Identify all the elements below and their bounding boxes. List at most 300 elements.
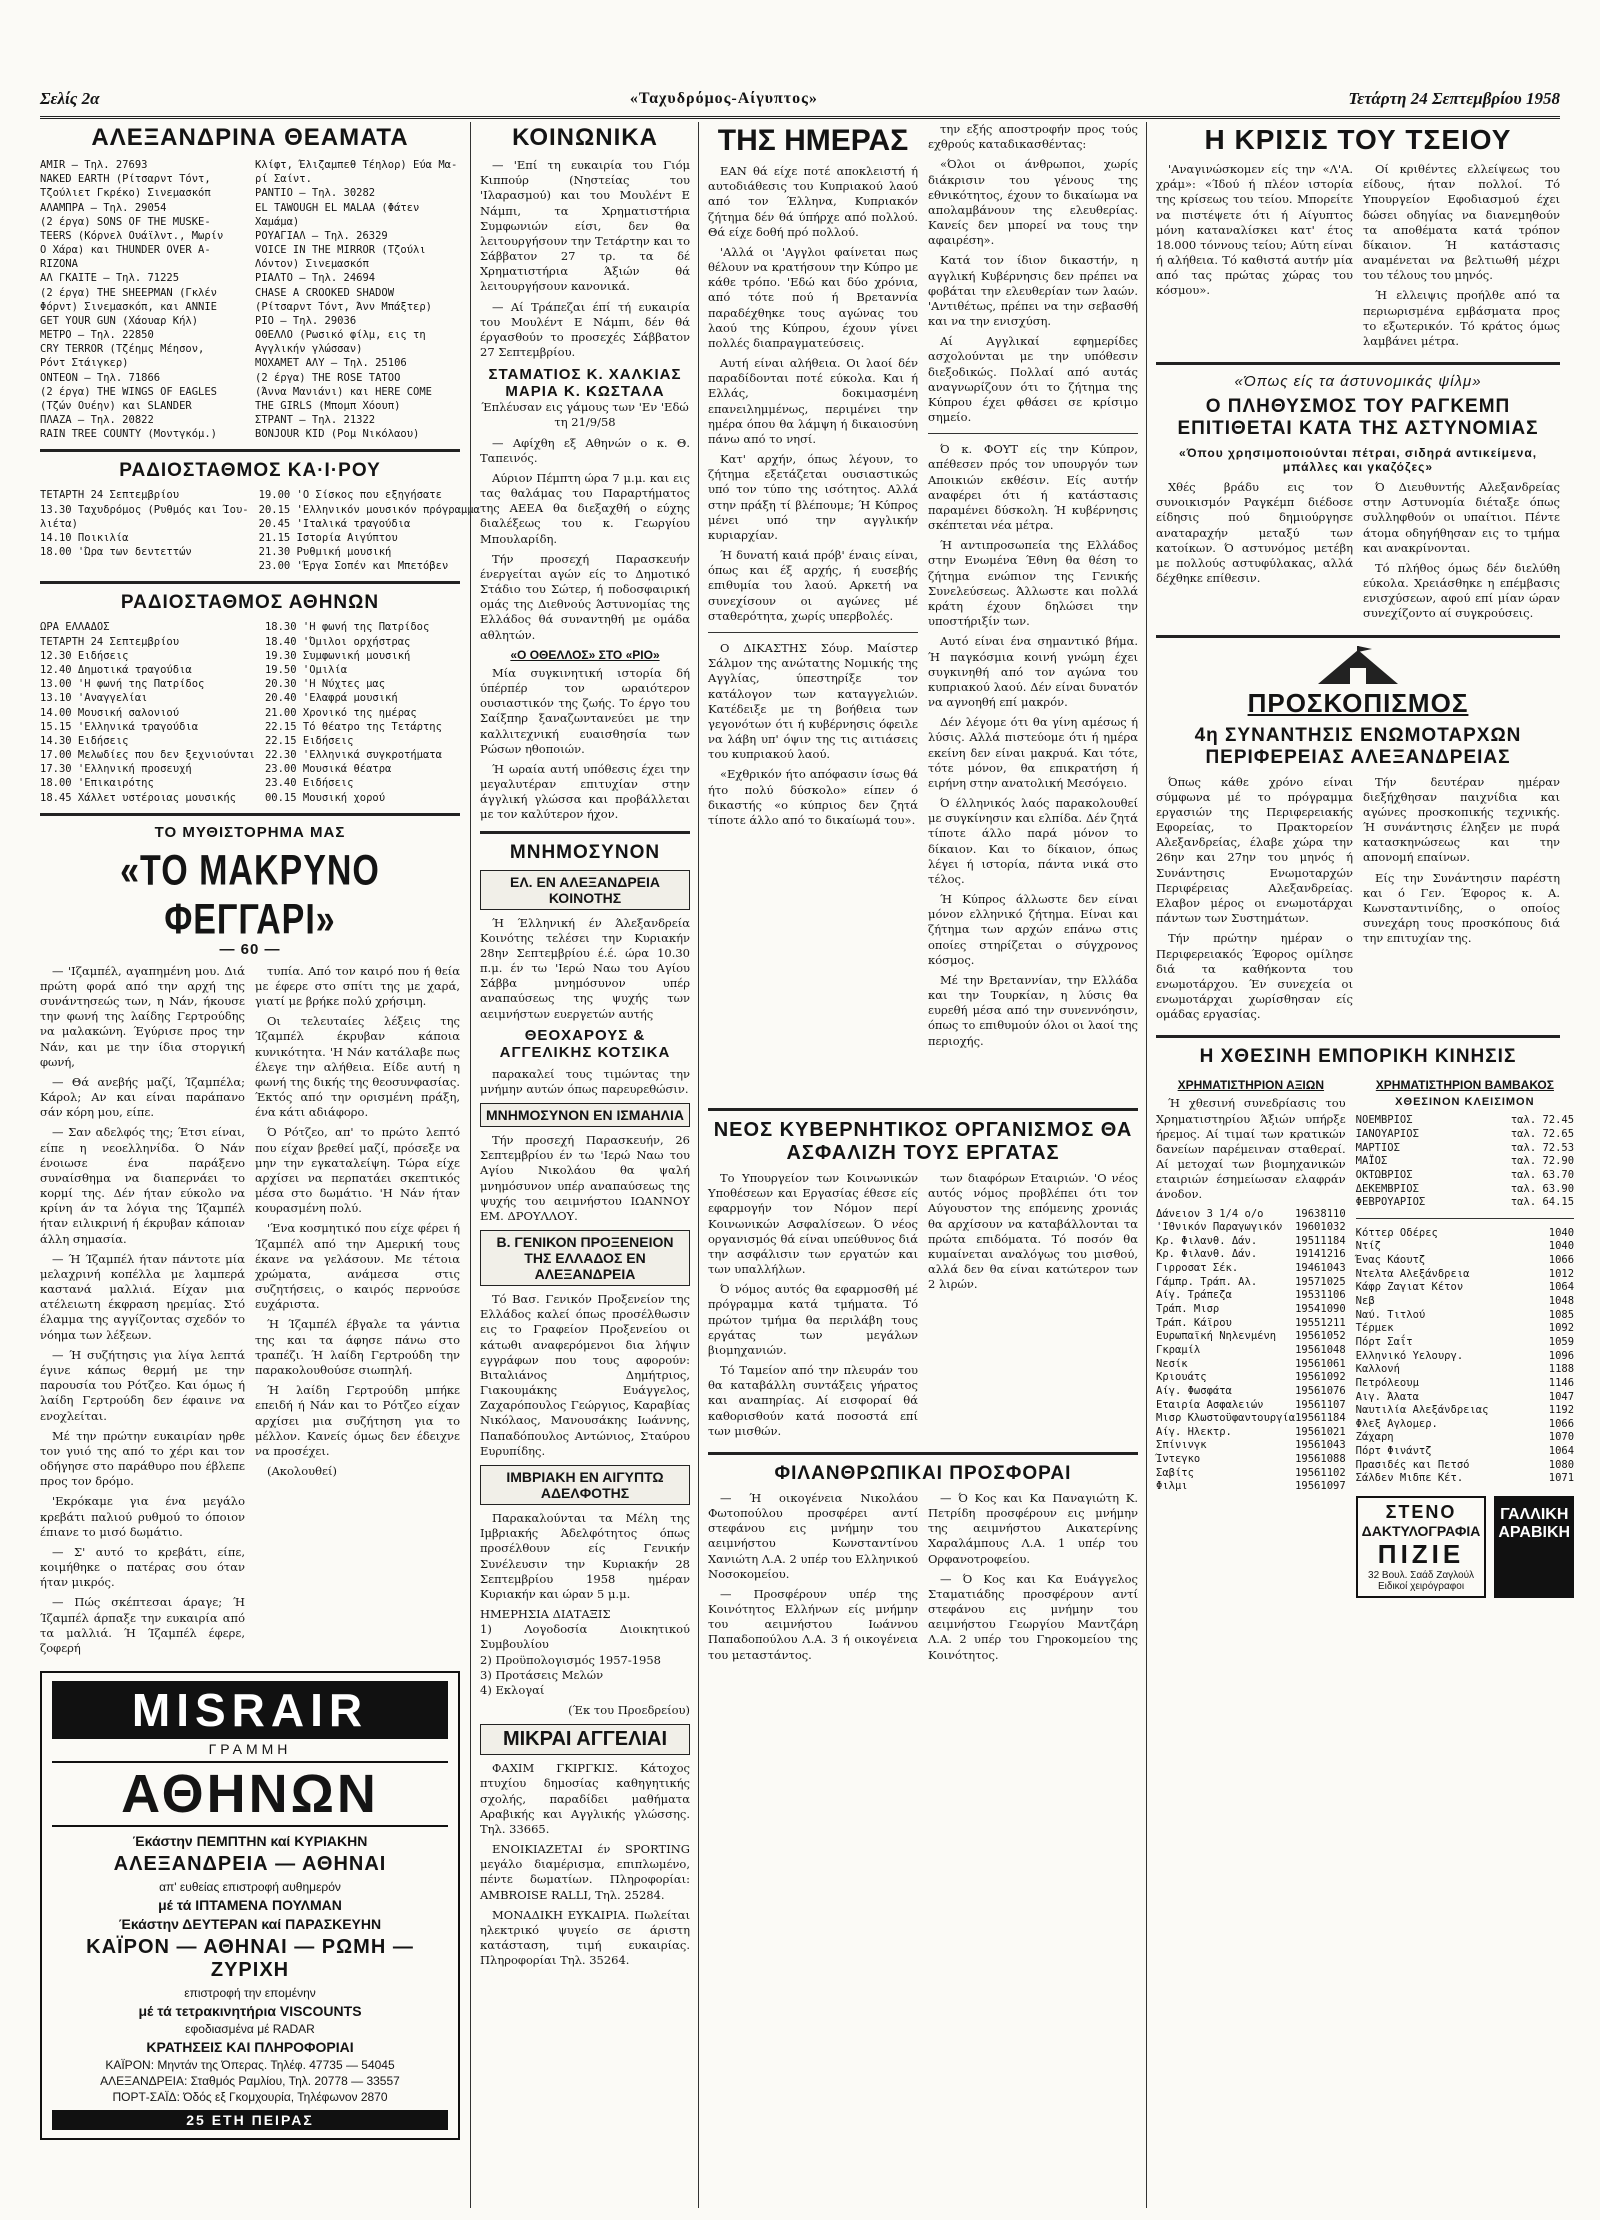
- novel-paragraph: Οι τελευταίες λέξεις της Ίζαμπέλ έκρυβαν κάποια κυνικότητα. 'Η Νάν κατάλαβε πως έλεγε την αλήθεια. Είδε αυτή η φωνή της δικής της θεοσυνφασίας. Έκτός από την ορισμένη πράξη, ένα κάτι αδιάφορο.: [255, 1014, 460, 1120]
- stocks-table: [1156, 1208, 1346, 1494]
- radio-line: 22.30 'Ελληνικά συγκροτήματα: [264, 749, 442, 762]
- table-row: [1156, 1439, 1346, 1453]
- memorial-text: παρακαλεί τους τιμώντας την μνήμην αυτών όπως παρευρεθώσιν.: [480, 1066, 690, 1096]
- table-cell: ΦΕΒΡΟΥΑΡΙΟΣ: [1355, 1196, 1426, 1209]
- table-row: [1356, 1350, 1574, 1364]
- insurance-body: [708, 1171, 1138, 1444]
- cinema-line: Ο Χάρα) και THUNDER OVER A-: [40, 244, 211, 257]
- cinema-line: THE GIRLS (Μπομπ Χόουπ): [255, 399, 401, 412]
- social-paragraph: Μία συγκινητική ιστορία δή ύπέρπέρ τον ωραιότερον ουσιαστικόν της ζωής. Το έργο του Σαίξπηρ ξαναζωντανεύει με την καλλιτεχνική ευαισθησία των Ρώσων ηθοποιών.: [480, 665, 690, 756]
- insurance-paragraph: Ό νόμος αυτός θα εφαρμοσθή μέ πρόγραμμα κατά τμήματα. Τό πρώτον τμήμα θα περιλάβη τους εργάτας των μεγάλων βιομηχανιών.: [708, 1282, 918, 1357]
- table-row: [1356, 1309, 1574, 1323]
- table-row: [1356, 1404, 1574, 1418]
- radio-athens-heading: ΡΑΔΙΟΣΤΑΘΜΟΣ ΑΘΗΝΩΝ: [120, 592, 380, 614]
- table-cell: Τράπ. Μισρ: [1156, 1303, 1220, 1316]
- novel-episode: — 60 —: [219, 940, 281, 958]
- table-cell: 1096: [1548, 1349, 1575, 1362]
- riot-kicker: «Όπως είς τα άστυνομικάς ψίλμ»: [1234, 373, 1482, 391]
- cinema-list-a: [40, 158, 245, 441]
- riot-column-a: [1156, 480, 1353, 627]
- cinema-line: ΡΙΟ — Τηλ. 29036: [255, 314, 357, 327]
- radio-line: 18.30 'Η φωνή της Πατρίδος: [264, 621, 430, 634]
- radio-line: 21.00 Χρονικό της ημέρας: [264, 706, 417, 719]
- steno-title: ΣΤΕΝΟ: [1385, 1502, 1457, 1523]
- table-cell: ΜΑΪΟΣ: [1355, 1155, 1388, 1168]
- cinema-line: ρί Σαίντ.: [255, 173, 312, 186]
- table-cell: Πόρτ Φινάντζ: [1355, 1445, 1432, 1458]
- novel-paragraph: Μέ την πρώτην ευκαιρίαν ηρθε τον γυιό της από το χέρι και τον οδήγησε στο παράθυρο που έβλεπε προς τον δρόμο.: [40, 1428, 245, 1489]
- table-row: [1156, 1235, 1346, 1249]
- table-cell: 1025: [1320, 1275, 1346, 1288]
- table-cell: 1956: [1295, 1384, 1321, 1397]
- insurance-story: [708, 1100, 1138, 1668]
- table-cell: Σάλδεν Μιδπε Κέτ.: [1355, 1472, 1464, 1485]
- radio-line: 21.30 Ρυθμική μουσική: [258, 546, 392, 559]
- engagement-name: ΣΤΑΜΑΤΙΟΣ Κ. ΧΑΛΚΙΑΣ: [488, 366, 682, 384]
- ad-city: ΑΘΗΝΩΝ: [52, 1761, 448, 1827]
- radio-line: 20.30 'Η Νύχτες μας: [264, 678, 386, 691]
- ad-line: εφοδιασμένα μέ RADAR: [185, 2022, 315, 2037]
- market-body: [1156, 1074, 1575, 1598]
- ad-line: ΑΛΕΞΑΝΔΡΕΙΑ — ΑΘΗΝΑΙ: [113, 1853, 387, 1876]
- table-cell: Πετρόλεουμ: [1355, 1376, 1419, 1389]
- table-cell: 1048: [1548, 1295, 1575, 1308]
- shares-table: [1356, 1227, 1574, 1486]
- novel-kicker: ΤΟ ΜΥΘΙΣΤΟΡΗΜΑ ΜΑΣ: [154, 823, 346, 841]
- ad-line: ΚΡΑΤΗΣΕΙΣ ΚΑΙ ΠΛΗΡΟΦΟΡΙΑΙ: [146, 2039, 354, 2056]
- radio-line: 18.00 'Επικαιρότης: [40, 777, 154, 790]
- radio-line: 14.30 Ειδήσεις: [40, 734, 129, 747]
- table-cell: Πόρτ Σαΐτ: [1355, 1335, 1413, 1348]
- riot-body: [1156, 480, 1560, 627]
- charity-column-a: [708, 1491, 918, 1668]
- table-cell: 1043: [1320, 1262, 1346, 1275]
- table-cell: 1951: [1295, 1234, 1321, 1247]
- memorial-title: ΜΝΗΜΟΣΥΝΟΝ ΕΝ ΙΣΜΑΗΛΙΑ: [480, 1103, 690, 1127]
- cinema-line: VOICE IN THE MIRROR (Τζούλι: [255, 244, 426, 257]
- table-cell: 1106: [1320, 1289, 1346, 1302]
- table-cell: 1070: [1548, 1431, 1575, 1444]
- radio-cairo-heading: ΡΑΔΙΟΣΤΑΘΜΟΣ ΚΑ·Ι·ΡΟΥ: [119, 460, 381, 482]
- table-row: [1356, 1169, 1574, 1183]
- consulate-title: Β. ΓΕΝΙΚΟΝ ΠΡΟΞΕΝΕΙΟΝ ΤΗΣ ΕΛΛΑΔΟΣ ΕΝ ΑΛΕΞΑΝΔΡΕΙΑ: [480, 1230, 690, 1286]
- table-cell: Ναυτιλία Αλεξάνδρειας: [1355, 1404, 1489, 1417]
- table-row: [1356, 1240, 1574, 1254]
- table-cell: 1064: [1548, 1281, 1575, 1294]
- engagement-name: ΜΑΡΙΑ Κ. ΚΩΣΤΑΛΑ: [505, 383, 665, 401]
- cinema-line: ΟΘΕΛΛΟ (Ρωσικό φίλμ, εις τη: [255, 329, 426, 342]
- radio-athens-list-b: [265, 620, 460, 804]
- table-cell: Νεσίκ: [1156, 1357, 1188, 1370]
- market-heading: Η ΧΘΕΣΙΝΗ ΕΜΠΟΡΙΚΗ ΚΙΝΗΣΙΣ: [1199, 1046, 1517, 1068]
- table-row: [1156, 1480, 1346, 1494]
- cotton-subheading: ΧΘΕΣΙΝΟΝ ΚΛΕΙΣΙΜΟΝ: [1395, 1096, 1535, 1109]
- table-row: [1156, 1330, 1346, 1344]
- column-theatres: [40, 122, 480, 2208]
- novel-text: [40, 964, 460, 1661]
- table-cell: 1955: [1295, 1316, 1321, 1329]
- table-row: [1356, 1459, 1574, 1473]
- table-cell: 1092: [1320, 1371, 1346, 1384]
- table-cell: Νεβ: [1355, 1295, 1375, 1308]
- radio-line: 15.15 'Ελληνικά τραγούδια: [40, 720, 199, 733]
- cinema-line: AMIR — Τηλ. 27693: [40, 159, 148, 171]
- table-cell: 1021: [1320, 1425, 1346, 1438]
- table-cell: Ναύ. Τιτλού: [1355, 1308, 1426, 1321]
- novel-paragraph: — Πώς σκέπτεσαι άραγε; Ή Ίζαμπέλ άρπαξε την ευκαιρία από τα μαλλιά. Ή Ίζαμπέλ έφερε, ζοφερή: [40, 1595, 245, 1655]
- social-paragraph: — 'Επί τη ευκαιρία του Γιόμ Κιππούρ (Νηστείας του 'Ιλαρασμού) και του Μουλέντ Ε Νάμπι, τα Χρηματιστήρια Συμφωνιών είσι, δεν θα λειτουργήσουν την Τετάρτην και το Σάββατον 27 τρ. τα δέ Χρηματιστήρια Άξιών θά λειτουργήσουν κανονικά.: [480, 158, 690, 294]
- table-cell: 1043: [1320, 1439, 1346, 1452]
- table-cell: 1097: [1320, 1480, 1346, 1493]
- scouting-column-a: [1156, 775, 1353, 1028]
- radio-line: 20.15 'Ελληνικόν μουσικόν πρόγραμμα: [258, 503, 480, 516]
- table-cell: ταλ. 64.15: [1510, 1196, 1575, 1209]
- radio-line: 14.00 Μουσική σαλονιού: [40, 706, 180, 719]
- table-cell: Γκραμίλ: [1156, 1343, 1201, 1356]
- table-row: [1356, 1268, 1574, 1282]
- riot-paragraph: Ό Διευθυντής Αλεξανδρείας στην Αστυνομία διέταξε όπως συλληφθούν οι υπαίτιοι. Πέντε άτομα οδηγήθησαν εις το τμήμα και ανακρίνονται.: [1363, 480, 1560, 555]
- stocks-column: [1156, 1074, 1346, 1598]
- radio-line: 13.10 'Αναγγελίαι: [40, 692, 148, 705]
- novel-paragraph: 'Εκρόκαμε για ένα μεγάλο κρεβάτι παλιού ρυθμού το όποιον έπιανε το μισό δωμάτιο.: [40, 1494, 245, 1539]
- table-cell: 1090: [1320, 1303, 1346, 1316]
- table-cell: 1080: [1548, 1458, 1575, 1471]
- table-cell: ΝΟΕΜΒΡΙΟΣ: [1355, 1114, 1413, 1127]
- table-cell: 1071: [1548, 1472, 1575, 1485]
- table-cell: 1052: [1320, 1330, 1346, 1343]
- table-cell: 1956: [1295, 1453, 1321, 1466]
- table-row: [1356, 1281, 1574, 1295]
- table-cell: 1956: [1295, 1330, 1321, 1343]
- day-paragraph: Αί Αγγλικαί εφημερίδες ασχολούνται με την υπόθεσιν διεξοδικώς. Πολλαί από αυτάς αναγνωρίζουν ότι το ζήτημα της Κύπρου έχει φθάσει σε κρίσιμο σημείο.: [928, 334, 1138, 425]
- radio-line: 22.15 Τό θέατρο της Τετάρτης: [264, 720, 442, 733]
- radio-line: λιέτα): [40, 517, 78, 530]
- table-cell: 1102: [1320, 1466, 1346, 1479]
- table-cell: 1184: [1320, 1234, 1346, 1247]
- novel-paragraph: (Ακολουθεί): [267, 1464, 337, 1479]
- radio-line: 20.45 'Ιταλικά τραγούδια: [258, 517, 411, 530]
- column-social: [480, 122, 690, 2208]
- ad-line: Έκάστην ΔΕΥΤΕΡΑΝ καί ΠΑΡΑΣΚΕΥΗΝ: [118, 1916, 382, 1933]
- table-cell: Πρασιδές και Πετσό: [1355, 1458, 1470, 1471]
- cinema-line: (Ρίτσαρντ Τόντ, Άνν Μπάξτερ): [255, 300, 433, 313]
- novel-paragraph: — Ή Ίζαμπέλ ήταν πάντοτε μία μελαχρινή κοπέλλα με λαμπερά καστανά μαλλιά. Είχαν μια ατέλειωτη έκφραση ηρεμίας. Στό έλαμμα της αγγίζοντας σχεδόν το νόημα των λέξεων.: [40, 1251, 245, 1342]
- riot-column-b: [1363, 480, 1560, 627]
- riot-paragraph: Χθές βράδυ εις τον συνοικισμόν Ραγκέμπ διέδοσε είδησις πού δημιούργησε αναταραχήν μεταξύ των κατοίκων. Ό αστυνόμος μετέβη με πολλούς αστυφύλακας, αλλά δέχθηκε επίθεσιν.: [1156, 480, 1353, 586]
- social-heading: ΚΟΙΝΩΝΙΚΑ: [512, 124, 658, 151]
- table-cell: ΔΕΚΕΜΒΡΙΟΣ: [1355, 1182, 1419, 1195]
- day-paragraph: Μέ την Βρεταννίαν, την Ελλάδα και την Τουρκίαν, η λύσις θα ευρεθή μέσα από την συνεννόησιν, όπως το επιθυμούν όλοι οι λαοί της περιοχής.: [928, 972, 1138, 1048]
- table-cell: ΜΑΡΤΙΟΣ: [1355, 1141, 1400, 1154]
- table-cell: Τράπ. Κάϊρου: [1156, 1316, 1232, 1329]
- cinema-line: TEERS (Κόρνελ Ουάϊλντ., Μωρίν: [40, 229, 224, 242]
- othello-heading: «Ο ΟΘΕΛΛΟΣ» ΣΤΟ «ΡΙΟ»: [510, 647, 660, 662]
- table-cell: Καλλονή: [1355, 1363, 1400, 1376]
- languages-box: [1494, 1496, 1574, 1598]
- day-heading: ΤΗΣ ΗΜΕΡΑΣ: [717, 124, 909, 157]
- table-row: [1156, 1248, 1346, 1262]
- table-cell: Αίγ. Φωσφάτα: [1156, 1384, 1232, 1397]
- cinema-listings: [40, 158, 460, 441]
- tea-body: [1156, 162, 1560, 354]
- table-cell: ταλ. 72.65: [1510, 1128, 1575, 1140]
- social-paragraph: — Αί Τράπεζαι έπί τή ευκαιρία του Μουλέντ Ε Νάμπι, δέν θά έργασθούν το προσεχές Σάββατον 27 Σεπτεμβρίου.: [480, 299, 690, 360]
- table-cell: Αίγ. Τράπεζα: [1156, 1289, 1232, 1302]
- cinema-line: ΑΛ ΓΚΑΙΤΕ — Τηλ. 71225: [40, 272, 180, 285]
- engagement-note: Έπλέυσαν εις γάμους των 'Εν 'Εδώ τη 21/9/58: [481, 400, 689, 430]
- masthead: [40, 82, 1560, 119]
- table-cell: 1012: [1548, 1267, 1575, 1280]
- table-cell: ΙΑΝΟΥΑΡΙΟΣ: [1355, 1128, 1419, 1140]
- radio-line: 12.40 Δημοτικά τραγούδια: [40, 663, 192, 676]
- table-cell: 1956: [1295, 1480, 1321, 1493]
- language-arabic: ΑΡΑΒΙΚΗ: [1498, 1524, 1571, 1542]
- riot-headline: Ο ΠΛΗΘΥΣΜΟΣ ΤΟΥ ΡΑΓΚΕΜΠ ΕΠΙΤΙΘΕΤΑΙ ΚΑΤΑ ΤΗΣ ΑΣΤΥΝΟΜΙΑΣ: [1177, 396, 1539, 440]
- radio-line: 00.15 Μουσική χορού: [264, 791, 386, 804]
- ad-years: 25 ΕΤΗ ΠΕΙΡΑΣ: [52, 2110, 448, 2130]
- cinema-line: NAKED EARTH (Ρίτσαρντ Τόντ,: [40, 173, 211, 186]
- cinema-line: (2 έργα) THE WINGS OF EAGLES: [40, 385, 218, 398]
- table-cell: 1064: [1548, 1445, 1575, 1458]
- day-paragraph: Ό έλληνικός λαός παρακολουθεί με συγκίνησιν και ελπίδα. Δέν ζητά τίποτε άλλο παρά μόνον το δίκαιον. Και το δίκαιον, όπως λέγει ή ιστορία, πάντα νικά στο τέλος.: [928, 796, 1138, 886]
- novel-paragraph: Ή λαίδη Γερτρούδη μπήκε επειδή ή Νάν και το Ρότζεο είχαν αρχίσει μια συζήτηση για το μέλλον. Κανείς όμως δεν έδειχνε να προσέχει.: [255, 1383, 460, 1458]
- table-row: [1156, 1358, 1346, 1372]
- novel-column-b: [255, 964, 460, 1661]
- cinema-list-b: [255, 158, 460, 441]
- radio-athens-list-a: [40, 620, 255, 804]
- table-cell: Γιρροσατ Σέκ.: [1156, 1262, 1239, 1275]
- table-row: [1356, 1391, 1574, 1405]
- charity-paragraph: — Προσφέρουν υπέρ της Κοινότητος Ελλήνων είς μνήμην του αειμνήστου Ιωάννου Παπαδοπούλου Λ.Α. 3 ή οικογένεια του μεταστάντος.: [708, 1586, 918, 1662]
- radio-line: 23.00 'Έργα Σοπέν και Μπετόβεν: [258, 560, 449, 573]
- scouting-subheading: 4η ΣΥΝΑΝΤΗΣΙΣ ΕΝΩΜΟΤΑΡΧΩΝ ΠΕΡΙΦΕΡΕΙΑΣ ΑΛΕΞΑΝΔΡΕΙΑΣ: [1194, 724, 1522, 768]
- ad-line: απ' ευθείας επιστροφή αυθημερόν: [159, 1880, 341, 1895]
- day-paragraph: «Εχθρικόν ήτο απόφασιν ίσως θά ήτο πολύ δύσκολο» είπεν ό δικαστής «ο κύπριος δεν ζητά τίποτε άλλο από το δικαίωμά του».: [708, 767, 918, 827]
- table-cell: Κρ. Φιλανθ. Δάν.: [1156, 1234, 1258, 1247]
- charity-column-b: [928, 1491, 1138, 1668]
- imbros-text: Παρακαλούνται τα Μέλη της Ιμβριακής Άδελφότητος όπως προσέλθουν είς Γενικήν Συνέλευσιν την Κυριακήν 28 Σεπτεμβρίου 1958 ημέραν Κυριακήν και ώραν 5 μ.μ.: [480, 1511, 690, 1601]
- radio-line: 23.00 Μουσικά θέατρα: [264, 763, 392, 776]
- table-cell: Κριουάτς: [1156, 1371, 1207, 1384]
- day-paragraph: ΕΑΝ θά είχε ποτέ αποκλειστή ή αυτοδιάθεσις του Κυπριακού λαού από τον Έλληνα, Κυπριακόν ζήτημα δέν θά ύπήρχε από πολλού. Θά είχε δοθή πρό πολλού.: [708, 164, 918, 239]
- table-row: [1156, 1426, 1346, 1440]
- radio-athens-listings: [40, 620, 460, 804]
- steno-name: ΠΙΖΙΕ: [1377, 1539, 1465, 1570]
- table-cell: 1953: [1295, 1289, 1321, 1302]
- table-row: [1356, 1196, 1574, 1210]
- table-row: [1356, 1472, 1574, 1486]
- social-paragraph: — Αφίχθη εξ Αθηνών ο κ. Θ. Ταπεινός.: [480, 435, 690, 465]
- table-row: [1356, 1254, 1574, 1268]
- page-number: Σελίς 2α: [40, 89, 100, 108]
- table-cell: ΟΚΤΩΒΡΙΟΣ: [1355, 1168, 1413, 1181]
- imbros-title: ΙΜΒΡΙΑΚΗ ΕΝ ΑΙΓΥΠΤΩ ΑΔΕΛΦΟΤΗΣ: [480, 1465, 690, 1505]
- small-ads-heading: ΜΙΚΡΑΙ ΑΓΓΕΛΙΑΙ: [480, 1724, 690, 1755]
- steno-box: [1356, 1496, 1487, 1598]
- cinema-line: Κλίφτ, Έλιζαμπεθ Τέηλορ) Εύα Μα-: [255, 159, 458, 171]
- radio-line: 13.00 'Η φωνή της Πατρίδος: [40, 678, 205, 691]
- cinema-line: (2 έργα) THE ROSE TATOO: [255, 371, 401, 384]
- cinema-line: Χαμάμα): [255, 215, 300, 228]
- table-cell: 1076: [1320, 1384, 1346, 1397]
- scouting-column-b: [1363, 775, 1560, 1028]
- insurance-paragraph: Το Υπουργείον των Κοινωνικών Υποθέσεων και Εργασίας έθεσε είς εφαρμογήν τον Νόμον περί Κοινωνικών Ασφαλίσεων. Ό νέος οργανισμός θά είναι υπεύθυνος διά την ασφάλισιν των εργατών και των υπαλλήλων.: [708, 1171, 918, 1277]
- table-row: [1356, 1418, 1574, 1432]
- cinema-line: Ρόντ Στάιγκερ): [40, 357, 129, 370]
- radio-cairo-listings: [40, 488, 480, 573]
- table-row: [1156, 1399, 1346, 1413]
- table-cell: 1085: [1548, 1308, 1575, 1321]
- table-cell: 1211: [1320, 1316, 1346, 1329]
- riot-subhead: «Όπου χρησιμοποιούνται πέτραι, σιδηρά αντικείμενα, μπάλλες και γκαζόζες»: [1178, 446, 1538, 475]
- table-cell: Ντίζ: [1355, 1240, 1381, 1253]
- ad-line: μέ τά ΙΠΤΑΜΕΝΑ ΠΟΥΛΜΑΝ: [158, 1897, 342, 1914]
- table-cell: 1040: [1548, 1226, 1575, 1239]
- table-row: [1156, 1317, 1346, 1331]
- table-cell: 1107: [1320, 1398, 1346, 1411]
- radio-line: ΤΕΤΑΡΤΗ 24 Σεπτεμβρίου: [40, 635, 180, 648]
- radio-line: 19.30 Συμφωνική μουσική: [264, 649, 411, 662]
- table-row: [1356, 1431, 1574, 1445]
- table-row: [1156, 1385, 1346, 1399]
- social-paragraph: Ή ωραία αυτή υπόθεσις έχει την μεγαλυτέραν επιτυχίαν στην άγγλική γλώσσα και προβάλλεται με τον καλύτερον ήχον.: [480, 761, 690, 822]
- table-cell: 1963: [1295, 1207, 1321, 1220]
- cinema-line: Λόντον) Σινεμασκόπ: [255, 258, 369, 271]
- table-cell: Ίντεγκο: [1156, 1453, 1201, 1466]
- table-cell: 1960: [1295, 1221, 1321, 1234]
- table-cell: Τέρμεκ: [1355, 1322, 1394, 1335]
- table-cell: 1047: [1548, 1390, 1575, 1403]
- table-row: [1356, 1445, 1574, 1459]
- table-cell: 1216: [1320, 1248, 1346, 1261]
- day-paragraph: Δέν λέγομε ότι θα γίνη αμέσως ή λύσις. Αλλά πιστεύομε ότι ή ημέρα εκείνη δεν είναι μακρυά. Και τότε, τότε μόνον, θα επικρατήση ή ειρήνη στην ανατολική Μεσόγειο.: [928, 715, 1138, 790]
- memorial-text: Τήν προσεχή Παρασκευήν, 26 Σεπτεμβρίου έν τω 'Ιερώ Ναω του Αγίου Νικολάου θα ψαλή μνημόσυνον υπέρ αναπαύσεως της ψυχής του αειμνήστου ΙΩΑΝΝΟΥ ΕΜ. ΔΡΟΥΛΛΟΥ.: [480, 1133, 690, 1223]
- steno-note: Ειδικοί χειρόγραφοι: [1378, 1581, 1465, 1593]
- table-cell: Ελληνικό Υελουργ.: [1355, 1349, 1464, 1362]
- table-row: [1356, 1155, 1574, 1169]
- table-cell: 1192: [1548, 1404, 1575, 1417]
- table-cell: 1956: [1295, 1439, 1321, 1452]
- ad-line: ΑΛΕΞΑΝΔΡΕΙΑ: Σταθμός Ραμλίου, Τηλ. 20778 — 33557: [100, 2074, 400, 2089]
- novel-paragraph: — Ή συζήτησις για λίγα λεπτά έγινε κάπως θερμή με την παρουσία του Ρότζεο. Και όμως ή λαίδη Γερτρούδη δεν έφαινε να ενοχλείται.: [40, 1347, 245, 1423]
- cinema-line: GET YOUR GUN (Χάουαρ Κήλ): [40, 314, 199, 327]
- stocks-heading: ΧΡΗΜΑΤΙΣΤΗΡΙΟΝ ΑΞΙΩΝ: [1177, 1078, 1325, 1093]
- tea-paragraph: Ή ελλειψις προήλθε από τα περιωρισμένα εμβάσματα προς το εξωτερικόν. Τό κράτος όμως λαμβάνει μέτρα.: [1363, 288, 1560, 348]
- cinema-line: Αγγλικήν γλώσσαν): [255, 343, 363, 356]
- radio-line: 22.15 Ειδήσεις: [264, 734, 354, 747]
- novel-title: «ΤΟ ΜΑΚΡΥΝΟ ΦΕΓΓΑΡΙ»: [120, 846, 380, 943]
- insurance-column-b: [928, 1171, 1138, 1444]
- memorial-heading: ΜΝΗΜΟΣΥΝΟΝ: [509, 841, 661, 863]
- table-cell: 1184: [1320, 1412, 1346, 1425]
- table-cell: ταλ. 63.90: [1510, 1182, 1575, 1195]
- tea-paragraph: Οί κριθέντες ελλείψεως του είδους, ήταν πολλοί. Τό Υπουργείον Εφοδιασμού έχει δώσει οδηγίας να διανεμηθούν τα αποθέματα κατά τρόπον δίκαιον. Ή κατάστασις αναμένεται να βελτιωθή μέχρι του τέλους του μηνός.: [1363, 162, 1560, 283]
- insurance-column-a: [708, 1171, 918, 1444]
- memorial-text: Ή Έλληνική έν Άλεξανδρεία Κοινότης τελέσει την Κυριακήν 28ην Σεπτεμβρίου έ.έ. ώρα 10.30 π.μ. έν τω 'Ιερώ Ναω του Αγίου Σάββα μνημόσυνον υπέρ αναπαύσεως της ψυχής των αειμνήστων ευεργετών αυτής: [480, 915, 690, 1021]
- table-cell: 1956: [1295, 1398, 1321, 1411]
- day-paragraph: Ό κ. ΦΟΥΤ είς την Κύπρον, απέθεσεν πρός τον υπουργόν των Αποικιών εκθέσιν. Είς αυτήν αναφέρει ότι ή κατάστασις παραμένει δύσκολη. Ή κυβέρνησις σκέπτεται νέα μέτρα.: [928, 442, 1138, 533]
- table-cell: Γάμπρ. Τράπ. Αλ.: [1156, 1275, 1258, 1288]
- charity-body: [708, 1491, 1138, 1668]
- radio-line: ΩΡΑ ΕΛΛΑΔΟΣ: [40, 621, 110, 634]
- radio-cairo-list-a: [40, 488, 249, 573]
- cinema-line: Φόρντ) Σινεμασκόπ, και ANNIE: [40, 300, 218, 313]
- radio-line: 14.10 Ποικιλία: [40, 531, 129, 544]
- table-cell: 8110: [1320, 1207, 1346, 1220]
- language-french: ΓΑΛΛΙΚΗ: [1500, 1506, 1569, 1524]
- table-row: [1356, 1322, 1574, 1336]
- table-cell: 1956: [1295, 1343, 1321, 1356]
- table-cell: 1956: [1295, 1466, 1321, 1479]
- paper-name: «Ταχυδρόμος-Αίγυπτος»: [629, 90, 818, 107]
- cinema-line: CHASE A CROOKED SHADOW: [255, 286, 395, 299]
- day-paragraph: Κατ' αρχήν, όπως λέγουν, το ζήτημα εξετάζεται ουσιαστικώς υπό τον τύπο της ισότητος. Αλλά στην πράξη τί βλέπουμε; Ή Κύπρος μένει υπό την αγγλικήν κυριαρχίαν.: [708, 452, 918, 542]
- day-paragraph: Ή αντιπροσωπεία της Ελλάδος στην Ενωμένα Έθνη θα θέση το ζήτημα ενώπιον της Γενικής Συνελεύσεως. Άλλωστε και πολλά κράτη έχουν δηλώσει την υποστήριξίν των.: [928, 538, 1138, 629]
- misrair-ad: [40, 1671, 460, 2140]
- steno-ad: [1356, 1496, 1574, 1598]
- day-paragraph: 'Αλλά οι 'Αγγλοι φαίνεται πως θέλουν να κρατήσουν την Κύπρο με κάθε τρόπο. 'Εδώ και δύο χρόνια, από τότε πού ή Βρεταννία παραδέχθηκε τους αγώνας του λαού της Κύπρου, έχουν γίνει πολλές διαπραγματεύσεις.: [708, 244, 918, 350]
- table-cell: Φλεξ Αγλομερ.: [1355, 1417, 1438, 1430]
- radio-cairo-list-b: [259, 488, 480, 573]
- table-row: [1156, 1453, 1346, 1467]
- cinema-line: CRY TERROR (Τζέημς Μέησον,: [40, 343, 205, 356]
- day-paragraph: Ή Κύπρος άλλωστε δεν είναι μόνον ελληνικό ζήτημα. Είναι και ζήτημα των αρχών επάνω στις οποίες στηρίζεται ο σύγχρονος κόσμος.: [928, 892, 1138, 967]
- table-cell: 1059: [1548, 1335, 1575, 1348]
- day-paragraph: «Όλοι οι άνθρωποι, χωρίς διάκρισιν του γένους της εθνικότητος, έχουν το δικαίωμα να απολαμβάνουν της ελευθερίας. Κανείς δεν μπορεί να τους την αφαιρέση».: [928, 157, 1138, 248]
- cinema-line: ΡΟΥΑΓΙΑΛ — Τηλ. 26329: [255, 229, 388, 242]
- table-cell: 1956: [1295, 1371, 1321, 1384]
- cinema-line: ΜΕΤΡΟ — Τηλ. 22850: [40, 329, 154, 342]
- radio-line: 21.15 Ιστορία Αιγύπτου: [258, 531, 398, 544]
- cinema-line: ΜΟΧΑΜΕΤ ΑΛΥ — Τηλ. 25106: [255, 357, 407, 370]
- table-cell: Ντελτα Αλεξάνδρεια: [1355, 1267, 1470, 1280]
- novel-paragraph: — Σ' αυτό το κρεβάτι, είπε, κοιμήθηκε ο πατέρας σου όταν ήταν μικρός.: [40, 1544, 245, 1590]
- table-row: [1356, 1142, 1574, 1156]
- scouting-paragraph: Είς την Συνάντησιν παρέστη και ό Γεν. Έφορος κ. Α. Κωνσταντινίδης, ο οποίος συνεχάρη τους προσκόπους διά την επιτυχίαν της.: [1363, 870, 1560, 946]
- table-cell: 1914: [1295, 1248, 1321, 1261]
- cinema-line: (2 έργα) SONS OF THE MUSKE-: [40, 215, 211, 228]
- table-cell: 1956: [1295, 1425, 1321, 1438]
- novel-paragraph: 'Ένα κοσμητικό που είχε φέρει ή Ίζαμπέλ από την Αμερική τους έκανε να γελάσουν. Με τέτοια χρώματα, ανάμεσα στις συζητήσεις, ο καιρός περνούσε ευχάριστα.: [255, 1221, 460, 1312]
- ad-line: επιστροφή την επομένην: [184, 1986, 316, 2001]
- table-row: [1356, 1377, 1574, 1391]
- cinema-line: RIZONA: [40, 258, 78, 271]
- stocks-text: Ή χθεσινή συνεδρίασις του Χρηματιστηρίου Άξιών υπήρξε ήρεμος. Αί τιμαί των κρατικών δανείων παρέμειναν σταθεραί. Αί μετοχαί των βιομηχανικών εταιριών έσημείωσαν ελαφράν άνοδον.: [1156, 1096, 1346, 1202]
- table-row: [1356, 1227, 1574, 1241]
- table-cell: 1092: [1548, 1322, 1575, 1335]
- novel-paragraph: Ή Ίζαμπέλ έβγαλε τα γάντια της και τα άφησε πάνω στο τραπέζι. Ή λαίδη Γερτρούδη την παρακολουθούσε σιωπηλή.: [255, 1317, 460, 1377]
- radio-line: 20.40 'Ελαφρά μουσική: [264, 692, 398, 705]
- cinema-line: ΣΤΡΑΝΤ — Τηλ. 21322: [255, 414, 376, 427]
- table-row: [1156, 1221, 1346, 1235]
- table-cell: Αίγ. Ηλεκτρ.: [1156, 1425, 1232, 1438]
- novel-column-a: [40, 964, 245, 1661]
- small-ad: ΦΑΧΙΜ ΓΚΙΡΓΚΙΣ. Κάτοχος πτυχίου δημοσίας καθηγητικής σχολής, παραδίδει μαθήματα Αραβικής και Αγγλικής γλώσσης. Τηλ. 33665.: [480, 1761, 690, 1836]
- cotton-heading: ΧΡΗΜΑΤΙΣΤΗΡΙΟΝ ΒΑΜΒΑΚΟΣ: [1375, 1078, 1554, 1093]
- imbros-agenda: ΗΜΕΡΗΣΙΑ ΔΙΑΤΑΞΙΣ 1) Λογοδοσία Διοικητικού Συμβουλίου 2) Προϋπολογισμός 1957-1958 3) Προτάσεις Μελών 4) Εκλογαί: [480, 1607, 690, 1697]
- novel-paragraph: Ό Ρότζεο, απ' το πρώτο λεπτό που είχαν βρεθεί μαζί, πρόσεξε να μην την εγκαταλείψη. Τώρα είχε αρχίσει να περπατάει σκεπτικός μέσα στο δωμάτιο. 'Η Νάν ήταν κουρασμένη πολύ.: [255, 1125, 460, 1216]
- day-paragraph: Αυτό είναι ένα σημαντικό βήμα. Ή παγκόσμια κοινή γνώμη έχει συγκινηθή από τον αγώνα του κυπριακού λαού. Δέν είναι δυνατόν να αγνοηθή επί μακρόν.: [928, 634, 1138, 710]
- table-cell: Κρ. Φιλανθ. Δάν.: [1156, 1248, 1258, 1261]
- cinema-line: BONJOUR KID (Ρομ Νικόλαου): [255, 428, 420, 441]
- riot-paragraph: Τό πλήθος όμως δέν διελύθη εύκολα. Χρειάσθηκε η επέμβασις ενισχύσεων, αφού επί μίαν ώραν συνεχίζοντο αί συγκρούσεις.: [1363, 560, 1560, 621]
- scouting-body: [1156, 775, 1560, 1028]
- small-ad: ΕΝΟΙΚΙΑΖΕΤΑΙ έν SPORTING μεγάλο διαμέρισμα, επιπλωμένο, πέντε δωματίων. Πληροφορίαι: AMBROISE RALLI, Τηλ. 25284.: [480, 1842, 690, 1902]
- cinema-line: (2 έργα) THE SHEEPMAN (Γκλέν: [40, 286, 218, 299]
- table-cell: 1066: [1548, 1254, 1575, 1267]
- cinema-line: Τζούλιετ Γκρέκο) Σινεμασκόπ: [40, 187, 211, 200]
- cinema-line: ΑΛΑΜΠΡΑ — Τηλ. 29054: [40, 201, 167, 214]
